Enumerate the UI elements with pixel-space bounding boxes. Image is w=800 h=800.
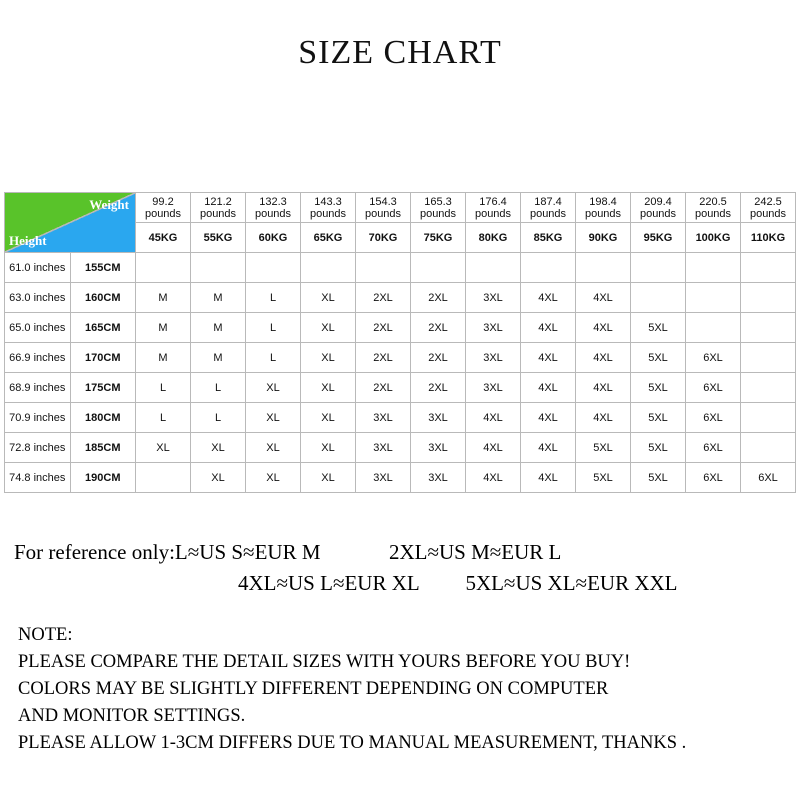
size-cell: 6XL: [686, 373, 741, 403]
size-cell: 2XL: [356, 343, 411, 373]
size-cell: M: [191, 343, 246, 373]
size-cell: L: [246, 283, 301, 313]
height-axis-label: Height: [9, 233, 47, 248]
row-header-inches: 70.9 inches: [5, 403, 71, 433]
size-cell: 3XL: [411, 463, 466, 493]
column-header-pounds: 242.5 pounds: [741, 193, 796, 223]
reference-text-5xl: 5XL≈US XL≈EUR XXL: [465, 571, 678, 595]
column-header-kg: 85KG: [521, 223, 576, 253]
size-cell: L: [191, 403, 246, 433]
table-header-pounds-row: [5, 193, 796, 223]
size-cell: 6XL: [686, 433, 741, 463]
size-cell: [741, 253, 796, 283]
table-row: [5, 403, 796, 433]
column-header-kg: 75KG: [411, 223, 466, 253]
size-cell: XL: [301, 433, 356, 463]
reference-line-2: [238, 571, 677, 596]
page-title: SIZE CHART: [298, 34, 502, 71]
column-header-pounds: 121.2 pounds: [191, 193, 246, 223]
size-cell: [136, 463, 191, 493]
size-cell: 4XL: [521, 313, 576, 343]
size-cell: XL: [301, 463, 356, 493]
size-cell: [741, 313, 796, 343]
row-header-cm: 190CM: [70, 463, 136, 493]
size-cell: 4XL: [576, 343, 631, 373]
size-cell: [741, 373, 796, 403]
row-header-inches: 74.8 inches: [5, 463, 71, 493]
size-cell: [686, 283, 741, 313]
size-cell: 4XL: [521, 403, 576, 433]
column-header-kg: 60KG: [246, 223, 301, 253]
size-cell: XL: [191, 433, 246, 463]
row-header-inches: 61.0 inches: [5, 253, 71, 283]
size-cell: [191, 253, 246, 283]
row-header-inches: 63.0 inches: [5, 283, 71, 313]
size-cell: 4XL: [576, 403, 631, 433]
table-row: [5, 343, 796, 373]
size-cell: M: [136, 343, 191, 373]
size-cell: XL: [301, 403, 356, 433]
size-cell: 5XL: [631, 403, 686, 433]
column-header-kg: 65KG: [301, 223, 356, 253]
size-cell: 6XL: [686, 343, 741, 373]
size-cell: [741, 343, 796, 373]
column-header-kg: 90KG: [576, 223, 631, 253]
table-row: [5, 283, 796, 313]
size-cell: [301, 253, 356, 283]
size-cell: 4XL: [466, 463, 521, 493]
column-header-pounds: 154.3 pounds: [356, 193, 411, 223]
size-cell: 5XL: [631, 373, 686, 403]
size-cell: M: [191, 283, 246, 313]
column-header-kg: 80KG: [466, 223, 521, 253]
size-cell: 4XL: [521, 343, 576, 373]
size-cell: 4XL: [576, 313, 631, 343]
size-cell: 3XL: [356, 403, 411, 433]
size-chart-table: [4, 192, 796, 493]
column-header-pounds: 220.5 pounds: [686, 193, 741, 223]
size-cell: [741, 433, 796, 463]
size-cell: L: [246, 313, 301, 343]
size-cell: 4XL: [466, 403, 521, 433]
reference-text-us-s: For reference only:L≈US S≈EUR M: [14, 540, 321, 564]
size-cell: XL: [136, 433, 191, 463]
column-header-pounds: 187.4 pounds: [521, 193, 576, 223]
size-cell: 5XL: [631, 313, 686, 343]
column-header-kg: 95KG: [631, 223, 686, 253]
column-header-kg: 45KG: [136, 223, 191, 253]
size-cell: 2XL: [411, 283, 466, 313]
row-header-inches: 68.9 inches: [5, 373, 71, 403]
size-cell: XL: [301, 313, 356, 343]
size-cell: M: [136, 283, 191, 313]
column-header-kg: 100KG: [686, 223, 741, 253]
column-header-pounds: 132.3 pounds: [246, 193, 301, 223]
size-cell: 3XL: [466, 283, 521, 313]
column-header-kg: 70KG: [356, 223, 411, 253]
row-header-cm: 175CM: [70, 373, 136, 403]
size-cell: 6XL: [741, 463, 796, 493]
size-cell: M: [136, 313, 191, 343]
size-cell: 2XL: [356, 373, 411, 403]
size-cell: L: [191, 373, 246, 403]
size-cell: XL: [301, 283, 356, 313]
table-row: [5, 373, 796, 403]
row-header-cm: 155CM: [70, 253, 136, 283]
size-cell: XL: [246, 433, 301, 463]
column-header-kg: 110KG: [741, 223, 796, 253]
size-cell: 6XL: [686, 463, 741, 493]
size-cell: 2XL: [411, 313, 466, 343]
size-cell: 3XL: [466, 373, 521, 403]
row-header-inches: 65.0 inches: [5, 313, 71, 343]
row-header-cm: 185CM: [70, 433, 136, 463]
size-cell: 4XL: [576, 373, 631, 403]
size-cell: 4XL: [521, 283, 576, 313]
size-cell: 4XL: [576, 283, 631, 313]
reference-text-2xl: 2XL≈US M≈EUR L: [389, 540, 562, 564]
size-cell: 5XL: [576, 433, 631, 463]
size-cell: [631, 253, 686, 283]
row-header-cm: 170CM: [70, 343, 136, 373]
column-header-pounds: 99.2 pounds: [136, 193, 191, 223]
size-cell: 5XL: [576, 463, 631, 493]
size-cell: 6XL: [686, 403, 741, 433]
size-cell: 3XL: [466, 313, 521, 343]
size-cell: [411, 253, 466, 283]
column-header-pounds: 209.4 pounds: [631, 193, 686, 223]
size-cell: 5XL: [631, 463, 686, 493]
size-cell: 2XL: [356, 283, 411, 313]
size-cell: [246, 253, 301, 283]
reference-text-4xl: 4XL≈US L≈EUR XL: [238, 571, 419, 595]
note-line: COLORS MAY BE SLIGHTLY DIFFERENT DEPENDING ON COMPUTER: [18, 679, 609, 699]
weight-axis-label: Weight: [89, 197, 129, 212]
size-cell: L: [136, 373, 191, 403]
size-cell: [686, 313, 741, 343]
table-row: [5, 463, 796, 493]
size-cell: 2XL: [411, 343, 466, 373]
size-chart-table-wrapper: [4, 192, 796, 493]
column-header-pounds: 198.4 pounds: [576, 193, 631, 223]
reference-line-1: [14, 540, 561, 565]
row-header-inches: 66.9 inches: [5, 343, 71, 373]
note-heading: NOTE:: [18, 625, 73, 645]
size-cell: 4XL: [521, 373, 576, 403]
size-cell: [631, 283, 686, 313]
size-cell: L: [136, 403, 191, 433]
row-header-cm: 160CM: [70, 283, 136, 313]
size-cell: 3XL: [466, 343, 521, 373]
size-cell: 3XL: [411, 403, 466, 433]
size-cell: 5XL: [631, 433, 686, 463]
note-line: AND MONITOR SETTINGS.: [18, 706, 246, 726]
column-header-kg: 55KG: [191, 223, 246, 253]
size-cell: [136, 253, 191, 283]
size-cell: XL: [246, 403, 301, 433]
table-row: [5, 253, 796, 283]
column-header-pounds: 165.3 pounds: [411, 193, 466, 223]
size-cell: 5XL: [631, 343, 686, 373]
size-cell: 3XL: [356, 463, 411, 493]
size-cell: 3XL: [356, 433, 411, 463]
size-cell: XL: [246, 463, 301, 493]
table-corner-header: [5, 193, 136, 253]
size-cell: XL: [301, 343, 356, 373]
size-cell: XL: [191, 463, 246, 493]
size-cell: [686, 253, 741, 283]
row-header-cm: 165CM: [70, 313, 136, 343]
size-cell: [356, 253, 411, 283]
size-cell: 2XL: [356, 313, 411, 343]
size-cell: [521, 253, 576, 283]
size-cell: L: [246, 343, 301, 373]
size-cell: [741, 283, 796, 313]
table-row: [5, 313, 796, 343]
size-cell: 2XL: [411, 373, 466, 403]
size-cell: M: [191, 313, 246, 343]
size-cell: 3XL: [411, 433, 466, 463]
size-cell: 4XL: [521, 433, 576, 463]
size-cell: [466, 253, 521, 283]
corner-diagonal-split: [5, 193, 135, 252]
size-cell: 4XL: [466, 433, 521, 463]
note-block: [18, 622, 788, 757]
size-cell: [741, 403, 796, 433]
row-header-cm: 180CM: [70, 403, 136, 433]
table-row: [5, 433, 796, 463]
size-cell: [576, 253, 631, 283]
size-cell: XL: [301, 373, 356, 403]
column-header-pounds: 143.3 pounds: [301, 193, 356, 223]
note-line: PLEASE ALLOW 1-3CM DIFFERS DUE TO MANUAL MEASUREMENT, THANKS .: [18, 733, 687, 753]
column-header-pounds: 176.4 pounds: [466, 193, 521, 223]
note-line: PLEASE COMPARE THE DETAIL SIZES WITH YOURS BEFORE YOU BUY!: [18, 652, 631, 672]
row-header-inches: 72.8 inches: [5, 433, 71, 463]
size-cell: 4XL: [521, 463, 576, 493]
size-cell: XL: [246, 373, 301, 403]
